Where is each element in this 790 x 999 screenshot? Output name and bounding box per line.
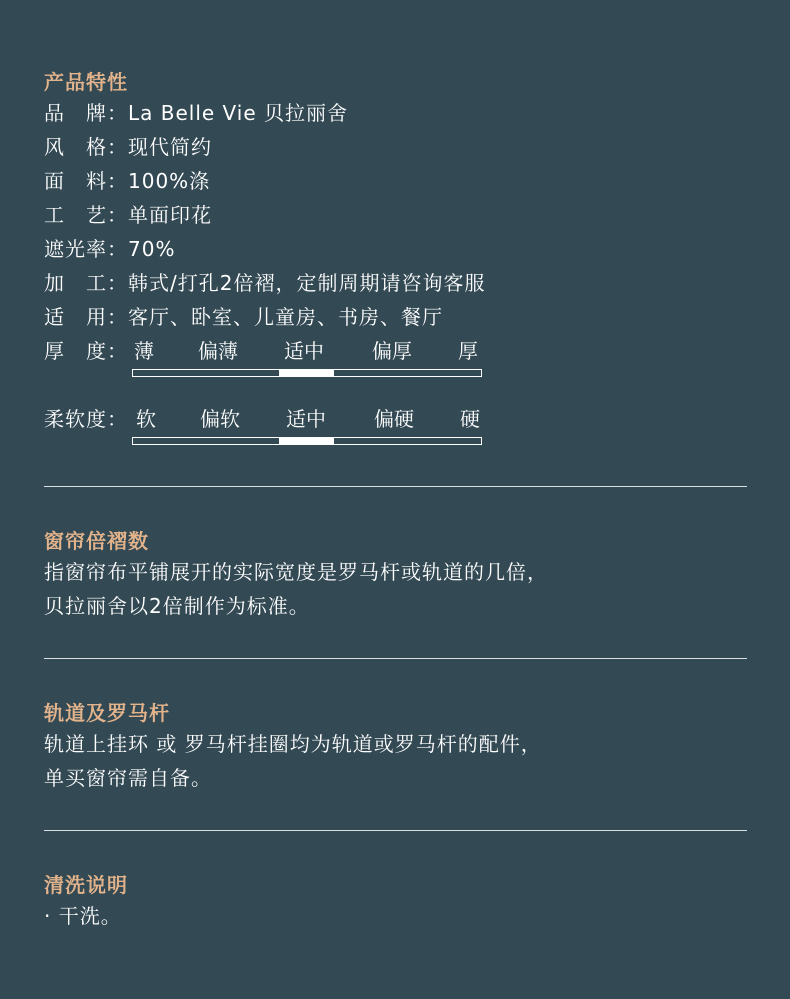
spec-value: La Belle Vie 贝拉丽舍 bbox=[128, 101, 349, 125]
spec-value: 现代简约 bbox=[128, 135, 212, 159]
softness-scale-bar bbox=[132, 437, 482, 445]
pleat-line-2: 贝拉丽舍以2倍制作为标准。 bbox=[44, 594, 310, 618]
rail-line-1: 轨道上挂环 或 罗马杆挂圈均为轨道或罗马杆的配件， bbox=[44, 732, 542, 756]
thickness-label: 厚 度： bbox=[44, 339, 128, 363]
spec-label: 面 料： bbox=[44, 169, 128, 193]
softness-level-4: 硬 bbox=[460, 407, 480, 431]
spec-row-brand bbox=[44, 100, 348, 126]
softness-level-0: 软 bbox=[136, 407, 156, 431]
thickness-level-2: 适中 bbox=[284, 339, 324, 363]
spec-row-processing bbox=[44, 270, 485, 296]
softness-level-3: 偏硬 bbox=[374, 407, 414, 431]
softness-scale-indicator bbox=[279, 438, 334, 444]
spec-label: 品 牌： bbox=[44, 101, 128, 125]
thickness-scale-indicator bbox=[279, 370, 334, 376]
spec-value: 单面印花 bbox=[128, 203, 212, 227]
thickness-level-1: 偏薄 bbox=[198, 339, 238, 363]
spec-row-fabric bbox=[44, 168, 210, 194]
spec-label: 遮光率： bbox=[44, 237, 128, 261]
spec-label: 工 艺： bbox=[44, 203, 128, 227]
spec-row-usage bbox=[44, 304, 443, 330]
thickness-level-4: 厚 bbox=[458, 339, 478, 363]
spec-label: 加 工： bbox=[44, 271, 128, 295]
pleat-line-1: 指窗帘布平铺展开的实际宽度是罗马杆或轨道的几倍， bbox=[44, 560, 548, 584]
spec-row-craft bbox=[44, 202, 212, 228]
rail-title: 轨道及罗马杆 bbox=[44, 701, 170, 725]
softness-scale-labels bbox=[0, 406, 790, 432]
thickness-scale-bar bbox=[132, 369, 482, 377]
softness-level-2: 适中 bbox=[286, 407, 326, 431]
spec-row-shading bbox=[44, 236, 175, 262]
thickness-level-0: 薄 bbox=[134, 339, 154, 363]
spec-label: 风 格： bbox=[44, 135, 128, 159]
rail-line-2: 单买窗帘需自备。 bbox=[44, 766, 212, 790]
spec-value: 100%涤 bbox=[128, 169, 211, 193]
rail-description bbox=[44, 727, 542, 795]
thickness-level-3: 偏厚 bbox=[372, 339, 412, 363]
wash-description bbox=[44, 899, 122, 933]
divider bbox=[44, 486, 747, 487]
softness-label: 柔软度： bbox=[44, 407, 128, 431]
divider bbox=[44, 658, 747, 659]
spec-value: 70% bbox=[128, 237, 176, 261]
wash-line-1: · 干洗。 bbox=[44, 904, 122, 928]
wash-title: 清洗说明 bbox=[44, 873, 128, 897]
spec-row-style bbox=[44, 134, 212, 160]
spec-value: 韩式/打孔2倍褶，定制周期请咨询客服 bbox=[128, 271, 486, 295]
spec-label: 适 用： bbox=[44, 305, 128, 329]
softness-level-1: 偏软 bbox=[200, 407, 240, 431]
thickness-scale-labels bbox=[0, 338, 790, 364]
divider bbox=[44, 830, 747, 831]
pleat-description bbox=[44, 555, 548, 623]
features-title: 产品特性 bbox=[44, 70, 128, 94]
spec-value: 客厅、卧室、儿童房、书房、餐厅 bbox=[128, 305, 443, 329]
pleat-title: 窗帘倍褶数 bbox=[44, 529, 149, 553]
